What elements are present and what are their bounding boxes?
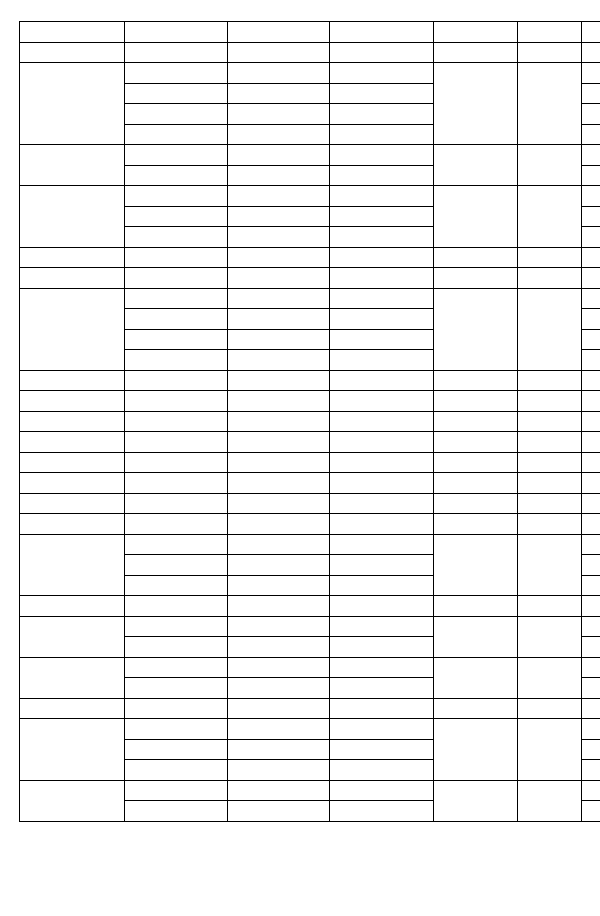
b-cell xyxy=(434,473,518,494)
b-cell xyxy=(434,698,518,719)
b-cell xyxy=(434,596,518,617)
classes-cell xyxy=(228,104,330,125)
classes-cell xyxy=(228,288,330,309)
course-cell xyxy=(125,780,228,801)
table-row xyxy=(20,493,600,514)
school-name-cell xyxy=(20,432,125,453)
d-cell xyxy=(582,227,600,248)
table-row xyxy=(20,42,600,63)
table-row xyxy=(20,186,600,207)
d-cell xyxy=(582,719,600,740)
table-row xyxy=(20,473,600,494)
table-row xyxy=(20,370,600,391)
course-cell xyxy=(125,309,228,330)
table-row xyxy=(20,698,600,719)
school-name-cell xyxy=(20,391,125,412)
b-cell xyxy=(434,432,518,453)
course-cell xyxy=(125,350,228,371)
d-cell xyxy=(582,780,600,801)
capacity-cell xyxy=(330,534,434,555)
capacity-cell xyxy=(330,186,434,207)
b-cell xyxy=(434,288,518,370)
d-cell xyxy=(582,370,600,391)
course-cell xyxy=(125,247,228,268)
capacity-cell xyxy=(330,739,434,760)
capacity-cell xyxy=(330,678,434,699)
classes-cell xyxy=(228,760,330,781)
b-cell xyxy=(434,657,518,698)
school-capacity-table xyxy=(19,21,600,822)
course-cell xyxy=(125,739,228,760)
table-row xyxy=(20,411,600,432)
b-cell xyxy=(434,534,518,596)
classes-cell xyxy=(228,637,330,658)
c-cell xyxy=(518,63,582,145)
d-cell xyxy=(582,596,600,617)
capacity-cell xyxy=(330,432,434,453)
capacity-cell xyxy=(330,657,434,678)
d-cell xyxy=(582,452,600,473)
course-cell xyxy=(125,801,228,822)
capacity-cell xyxy=(330,760,434,781)
capacity-cell xyxy=(330,288,434,309)
capacity-cell xyxy=(330,145,434,166)
course-cell xyxy=(125,616,228,637)
capacity-cell xyxy=(330,268,434,289)
classes-cell xyxy=(228,186,330,207)
c-cell xyxy=(518,370,582,391)
capacity-cell xyxy=(330,309,434,330)
classes-cell xyxy=(228,493,330,514)
capacity-cell xyxy=(330,350,434,371)
d-cell xyxy=(582,247,600,268)
d-cell xyxy=(582,432,600,453)
d-cell xyxy=(582,309,600,330)
d-cell xyxy=(582,657,600,678)
c-cell xyxy=(518,145,582,186)
table-row xyxy=(20,268,600,289)
classes-cell xyxy=(228,206,330,227)
school-name-cell xyxy=(20,145,125,186)
capacity-cell xyxy=(330,247,434,268)
capacity-cell xyxy=(330,83,434,104)
table-row xyxy=(20,452,600,473)
d-cell xyxy=(582,391,600,412)
course-cell xyxy=(125,657,228,678)
b-cell xyxy=(434,616,518,657)
capacity-cell xyxy=(330,555,434,576)
capacity-cell xyxy=(330,801,434,822)
classes-cell xyxy=(228,657,330,678)
classes-cell xyxy=(228,719,330,740)
b-cell xyxy=(434,780,518,821)
classes-cell xyxy=(228,391,330,412)
classes-cell xyxy=(228,739,330,760)
capacity-cell xyxy=(330,22,434,43)
table-row xyxy=(20,657,600,678)
d-cell xyxy=(582,493,600,514)
course-cell xyxy=(125,145,228,166)
course-cell xyxy=(125,83,228,104)
table-row xyxy=(20,534,600,555)
d-cell xyxy=(582,616,600,637)
course-cell xyxy=(125,452,228,473)
d-cell xyxy=(582,42,600,63)
course-cell xyxy=(125,391,228,412)
classes-cell xyxy=(228,473,330,494)
c-cell xyxy=(518,596,582,617)
classes-cell xyxy=(228,370,330,391)
d-cell xyxy=(582,124,600,145)
course-cell xyxy=(125,206,228,227)
course-cell xyxy=(125,514,228,535)
school-name-cell xyxy=(20,42,125,63)
b-cell xyxy=(434,719,518,781)
c-cell xyxy=(518,268,582,289)
table-row xyxy=(20,288,600,309)
course-cell xyxy=(125,227,228,248)
classes-cell xyxy=(228,350,330,371)
d-cell xyxy=(582,350,600,371)
classes-cell xyxy=(228,411,330,432)
b-cell xyxy=(434,63,518,145)
d-cell xyxy=(582,637,600,658)
capacity-cell xyxy=(330,411,434,432)
b-cell xyxy=(434,186,518,248)
course-cell xyxy=(125,104,228,125)
c-cell xyxy=(518,432,582,453)
d-cell xyxy=(582,534,600,555)
c-cell xyxy=(518,698,582,719)
d-cell xyxy=(582,678,600,699)
d-cell xyxy=(582,739,600,760)
c-cell xyxy=(518,391,582,412)
b-cell xyxy=(434,493,518,514)
table-row xyxy=(20,22,600,43)
c-cell xyxy=(518,42,582,63)
c-cell xyxy=(518,780,582,821)
c-cell xyxy=(518,452,582,473)
table-row xyxy=(20,145,600,166)
d-cell xyxy=(582,165,600,186)
course-cell xyxy=(125,42,228,63)
school-name-cell xyxy=(20,493,125,514)
school-name-cell xyxy=(20,780,125,821)
school-name-cell xyxy=(20,247,125,268)
b-cell xyxy=(434,268,518,289)
course-cell xyxy=(125,432,228,453)
d-cell xyxy=(582,83,600,104)
b-cell xyxy=(434,370,518,391)
b-cell xyxy=(434,514,518,535)
c-cell xyxy=(518,186,582,248)
course-cell xyxy=(125,268,228,289)
classes-cell xyxy=(228,22,330,43)
c-cell xyxy=(518,247,582,268)
course-cell xyxy=(125,760,228,781)
school-name-cell xyxy=(20,288,125,370)
capacity-cell xyxy=(330,391,434,412)
b-cell xyxy=(434,452,518,473)
b-cell xyxy=(434,391,518,412)
capacity-cell xyxy=(330,493,434,514)
capacity-cell xyxy=(330,124,434,145)
classes-cell xyxy=(228,268,330,289)
course-cell xyxy=(125,473,228,494)
capacity-cell xyxy=(330,575,434,596)
table-row xyxy=(20,780,600,801)
course-cell xyxy=(125,678,228,699)
classes-cell xyxy=(228,780,330,801)
classes-cell xyxy=(228,247,330,268)
classes-cell xyxy=(228,124,330,145)
course-cell xyxy=(125,637,228,658)
classes-cell xyxy=(228,555,330,576)
course-cell xyxy=(125,22,228,43)
capacity-cell xyxy=(330,452,434,473)
d-cell xyxy=(582,22,600,43)
classes-cell xyxy=(228,698,330,719)
d-cell xyxy=(582,514,600,535)
capacity-cell xyxy=(330,473,434,494)
classes-cell xyxy=(228,165,330,186)
table-row xyxy=(20,247,600,268)
d-cell xyxy=(582,698,600,719)
course-cell xyxy=(125,329,228,350)
table-body xyxy=(20,22,600,822)
school-name-cell xyxy=(20,534,125,596)
school-name-cell xyxy=(20,698,125,719)
c-cell xyxy=(518,616,582,657)
course-cell xyxy=(125,370,228,391)
school-name-cell xyxy=(20,657,125,698)
course-cell xyxy=(125,288,228,309)
classes-cell xyxy=(228,575,330,596)
course-cell xyxy=(125,63,228,84)
classes-cell xyxy=(228,514,330,535)
b-cell xyxy=(434,411,518,432)
capacity-cell xyxy=(330,514,434,535)
d-cell xyxy=(582,329,600,350)
d-cell xyxy=(582,473,600,494)
classes-cell xyxy=(228,452,330,473)
b-cell xyxy=(434,145,518,186)
capacity-cell xyxy=(330,206,434,227)
course-cell xyxy=(125,165,228,186)
classes-cell xyxy=(228,227,330,248)
d-cell xyxy=(582,268,600,289)
capacity-cell xyxy=(330,616,434,637)
capacity-cell xyxy=(330,104,434,125)
school-name-cell xyxy=(20,452,125,473)
school-name-cell xyxy=(20,186,125,248)
c-cell xyxy=(518,473,582,494)
table-row xyxy=(20,719,600,740)
d-cell xyxy=(582,145,600,166)
course-cell xyxy=(125,534,228,555)
classes-cell xyxy=(228,678,330,699)
d-cell xyxy=(582,411,600,432)
school-name-cell xyxy=(20,22,125,43)
school-name-cell xyxy=(20,268,125,289)
course-cell xyxy=(125,186,228,207)
c-cell xyxy=(518,493,582,514)
capacity-cell xyxy=(330,370,434,391)
classes-cell xyxy=(228,616,330,637)
classes-cell xyxy=(228,534,330,555)
capacity-cell xyxy=(330,227,434,248)
school-name-cell xyxy=(20,616,125,657)
table-row xyxy=(20,596,600,617)
course-cell xyxy=(125,124,228,145)
school-name-cell xyxy=(20,411,125,432)
capacity-cell xyxy=(330,329,434,350)
table-row xyxy=(20,514,600,535)
d-cell xyxy=(582,288,600,309)
d-cell xyxy=(582,186,600,207)
course-cell xyxy=(125,493,228,514)
capacity-cell xyxy=(330,596,434,617)
classes-cell xyxy=(228,42,330,63)
capacity-cell xyxy=(330,165,434,186)
classes-cell xyxy=(228,432,330,453)
course-cell xyxy=(125,719,228,740)
school-name-cell xyxy=(20,719,125,781)
table-row xyxy=(20,616,600,637)
c-cell xyxy=(518,411,582,432)
b-cell xyxy=(434,247,518,268)
d-cell xyxy=(582,760,600,781)
course-cell xyxy=(125,698,228,719)
capacity-cell xyxy=(330,63,434,84)
school-name-cell xyxy=(20,473,125,494)
classes-cell xyxy=(228,83,330,104)
table-row xyxy=(20,63,600,84)
c-cell xyxy=(518,719,582,781)
classes-cell xyxy=(228,63,330,84)
d-cell xyxy=(582,63,600,84)
classes-cell xyxy=(228,801,330,822)
classes-cell xyxy=(228,145,330,166)
table-row xyxy=(20,432,600,453)
c-cell xyxy=(518,288,582,370)
classes-cell xyxy=(228,309,330,330)
capacity-cell xyxy=(330,698,434,719)
capacity-cell xyxy=(330,42,434,63)
classes-cell xyxy=(228,329,330,350)
capacity-cell xyxy=(330,637,434,658)
school-name-cell xyxy=(20,370,125,391)
c-cell xyxy=(518,22,582,43)
school-name-cell xyxy=(20,514,125,535)
c-cell xyxy=(518,657,582,698)
c-cell xyxy=(518,534,582,596)
school-name-cell xyxy=(20,63,125,145)
d-cell xyxy=(582,801,600,822)
table-row xyxy=(20,391,600,412)
capacity-cell xyxy=(330,719,434,740)
school-name-cell xyxy=(20,596,125,617)
classes-cell xyxy=(228,596,330,617)
course-cell xyxy=(125,596,228,617)
b-cell xyxy=(434,42,518,63)
capacity-cell xyxy=(330,780,434,801)
course-cell xyxy=(125,575,228,596)
b-cell xyxy=(434,22,518,43)
course-cell xyxy=(125,555,228,576)
c-cell xyxy=(518,514,582,535)
d-cell xyxy=(582,555,600,576)
d-cell xyxy=(582,104,600,125)
d-cell xyxy=(582,206,600,227)
d-cell xyxy=(582,575,600,596)
course-cell xyxy=(125,411,228,432)
